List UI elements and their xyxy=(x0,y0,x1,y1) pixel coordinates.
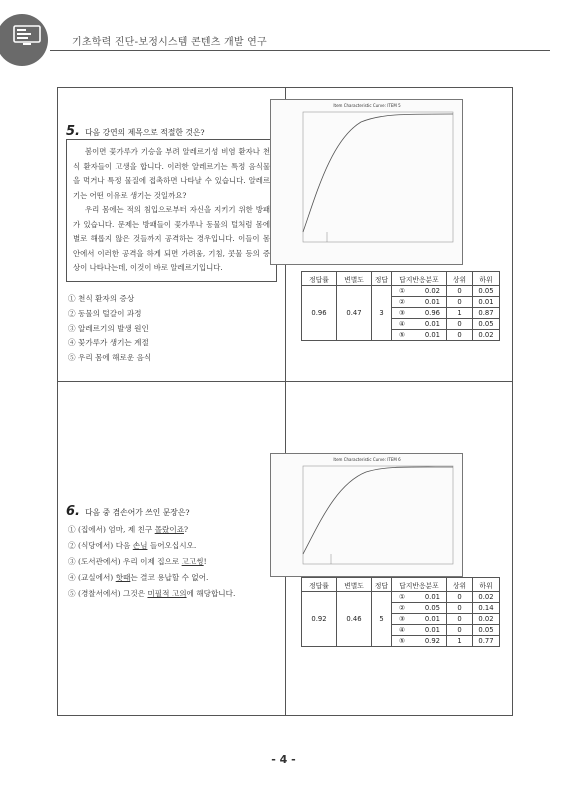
characteristic-curve xyxy=(303,467,453,554)
lower-value: 0.05 xyxy=(473,319,500,330)
chart-title: Item Characteristic Curve: ITEM 6 xyxy=(333,457,401,462)
option-distribution: 0.01 xyxy=(424,298,440,306)
lower-value: 0.14 xyxy=(473,603,500,614)
question-prompt: 다음 중 겸손어가 쓰인 문장은? xyxy=(85,508,190,517)
upper-value: 0 xyxy=(447,286,473,297)
question-number: 5. xyxy=(66,124,80,139)
plot-frame xyxy=(303,112,453,242)
lower-value: 0.05 xyxy=(473,625,500,636)
chart-title: Item Characteristic Curve: ITEM 5 xyxy=(333,103,401,108)
header-answer: 정답 xyxy=(372,578,392,592)
item-curve-plot xyxy=(271,100,464,266)
answer-value: 5 xyxy=(372,592,392,647)
choice-text: ⑤ (경찰서에서) 그것은 xyxy=(68,589,148,598)
item-curve-chart-6 xyxy=(270,453,463,577)
header-lower: 하위 xyxy=(473,272,500,286)
option-label: ④ xyxy=(398,320,406,328)
answer-choices xyxy=(68,522,235,602)
upper-value: 0 xyxy=(447,603,473,614)
discrimination-value: 0.47 xyxy=(337,286,372,341)
lower-value: 0.87 xyxy=(473,308,500,319)
answer-choices xyxy=(68,292,151,366)
passage-paragraph-1: 봄이면 꽃가루가 기승을 부려 알레르기성 비염 환자나 천식 환자들이 고생을 합니다. 이러한 알레르기는 특정 음식물을 먹거나 특정 물질에 접촉하면 나타날 수 있습니다. 알레르기는 어떤 이유로 생기는 것일까요? xyxy=(73,147,270,200)
underlined-word: 고고씽 xyxy=(181,557,204,566)
underlined-word: 미필적 고의 xyxy=(147,589,187,598)
choice-text: ① (집에서) 엄마, 제 친구 xyxy=(68,525,155,534)
header-answer: 정답 xyxy=(372,272,392,286)
upper-value: 1 xyxy=(447,636,473,647)
answer-value: 3 xyxy=(372,286,392,341)
option-distribution: 0.05 xyxy=(424,604,440,612)
choice-text: 는 결코 용납할 수 없어. xyxy=(130,573,209,582)
choice-5: ⑤ 우리 몸에 해로운 음식 xyxy=(68,353,152,363)
option-label: ② xyxy=(398,298,406,306)
choice-text: ! xyxy=(203,557,207,566)
choice-1 xyxy=(68,522,235,538)
option-label: ③ xyxy=(398,309,406,317)
choice-2: ② 동물의 털갈이 과정 xyxy=(68,308,142,318)
item-curve-chart-5 xyxy=(270,99,463,265)
upper-value: 0 xyxy=(447,592,473,603)
header-discrimination: 변별도 xyxy=(337,272,372,286)
option-label: ② xyxy=(398,604,406,612)
option-label: ④ xyxy=(398,626,406,634)
choice-text: ③ (도서관에서) 우리 이제 집으로 xyxy=(68,557,182,566)
item-statistics-table-5 xyxy=(301,271,500,341)
upper-value: 1 xyxy=(447,308,473,319)
underlined-word: 손님 xyxy=(132,541,148,550)
option-distribution: 0.01 xyxy=(424,320,440,328)
lower-value: 0.02 xyxy=(473,330,500,341)
lower-value: 0.01 xyxy=(473,297,500,308)
upper-value: 0 xyxy=(447,625,473,636)
choice-4: ④ 꽃가루가 생기는 계절 xyxy=(68,338,149,348)
choice-3: ③ 알레르기의 발생 원인 xyxy=(68,323,149,333)
characteristic-curve xyxy=(303,114,453,232)
choice-text: 에 해당합니다. xyxy=(186,589,236,598)
choice-text: ④ (교실에서) xyxy=(68,573,116,582)
underlined-word: 몰랐이죠 xyxy=(154,525,185,534)
header-rule xyxy=(50,50,550,51)
underlined-word: 핫때 xyxy=(115,573,131,582)
choice-2 xyxy=(68,538,235,554)
header-title: 기초학력 진단-보정시스템 콘텐츠 개발 연구 xyxy=(72,37,267,48)
upper-value: 0 xyxy=(447,614,473,625)
page-header xyxy=(0,0,567,52)
option-label: ⑤ xyxy=(398,331,406,339)
option-distribution: 0.01 xyxy=(424,331,440,339)
choice-5 xyxy=(68,586,235,602)
lower-value: 0.05 xyxy=(473,286,500,297)
option-distribution: 0.02 xyxy=(424,287,440,295)
question-5-title xyxy=(66,120,205,139)
lecture-passage xyxy=(66,139,277,282)
passage-paragraph-2: 우리 몸에는 적의 침입으로부터 자신을 지키기 위한 방패가 있습니다. 문제는 방패들이 꽃가루나 동물의 털처럼 몸에 별로 해롭지 않은 것들까지 공격하는 경우입니다. 이들이 몸 안에서 이러한 공격을 하게 되면 가려움, 기침, 콧물 등의 증상이 나타나는데, 이것이 바로 알레르기입니다. xyxy=(73,205,270,272)
choice-1: ① 천식 환자의 증상 xyxy=(68,294,135,303)
upper-value: 0 xyxy=(447,297,473,308)
option-label: ⑤ xyxy=(398,637,406,645)
question-6-title xyxy=(66,500,190,519)
choice-text: ? xyxy=(184,525,189,534)
option-distribution: 0.96 xyxy=(424,309,440,317)
table-row xyxy=(302,592,500,603)
option-distribution: 0.01 xyxy=(424,593,440,601)
page-number: - 4 - xyxy=(271,753,296,766)
option-label: ③ xyxy=(398,615,406,623)
choice-text: 들어오십시오. xyxy=(147,541,197,550)
table-row xyxy=(302,286,500,297)
option-distribution: 0.01 xyxy=(424,615,440,623)
item-curve-plot xyxy=(271,454,464,578)
item-statistics-table-6 xyxy=(301,577,500,647)
upper-value: 0 xyxy=(447,319,473,330)
header-rate: 정답률 xyxy=(302,272,337,286)
rate-value: 0.92 xyxy=(302,592,337,647)
plot-frame xyxy=(303,466,453,564)
question-prompt: 다음 강연의 제목으로 적절한 것은? xyxy=(85,128,205,137)
option-label: ① xyxy=(398,593,406,601)
discrimination-value: 0.46 xyxy=(337,592,372,647)
choice-text: ② (식당에서) 다음 xyxy=(68,541,133,550)
header-rate: 정답률 xyxy=(302,578,337,592)
option-label: ① xyxy=(398,287,406,295)
lower-value: 0.02 xyxy=(473,614,500,625)
header-lower: 하위 xyxy=(473,578,500,592)
rate-value: 0.96 xyxy=(302,286,337,341)
option-distribution: 0.92 xyxy=(424,637,440,645)
header-distribution: 답지반응분포 xyxy=(392,272,447,286)
header-upper: 상위 xyxy=(447,578,473,592)
lower-value: 0.02 xyxy=(473,592,500,603)
monitor-icon xyxy=(13,25,41,47)
header-discrimination: 변별도 xyxy=(337,578,372,592)
header-upper: 상위 xyxy=(447,272,473,286)
upper-value: 0 xyxy=(447,330,473,341)
question-number: 6. xyxy=(66,504,80,519)
choice-4 xyxy=(68,570,235,586)
lower-value: 0.77 xyxy=(473,636,500,647)
header-distribution: 답지반응분포 xyxy=(392,578,447,592)
choice-3 xyxy=(68,554,235,570)
option-distribution: 0.01 xyxy=(424,626,440,634)
